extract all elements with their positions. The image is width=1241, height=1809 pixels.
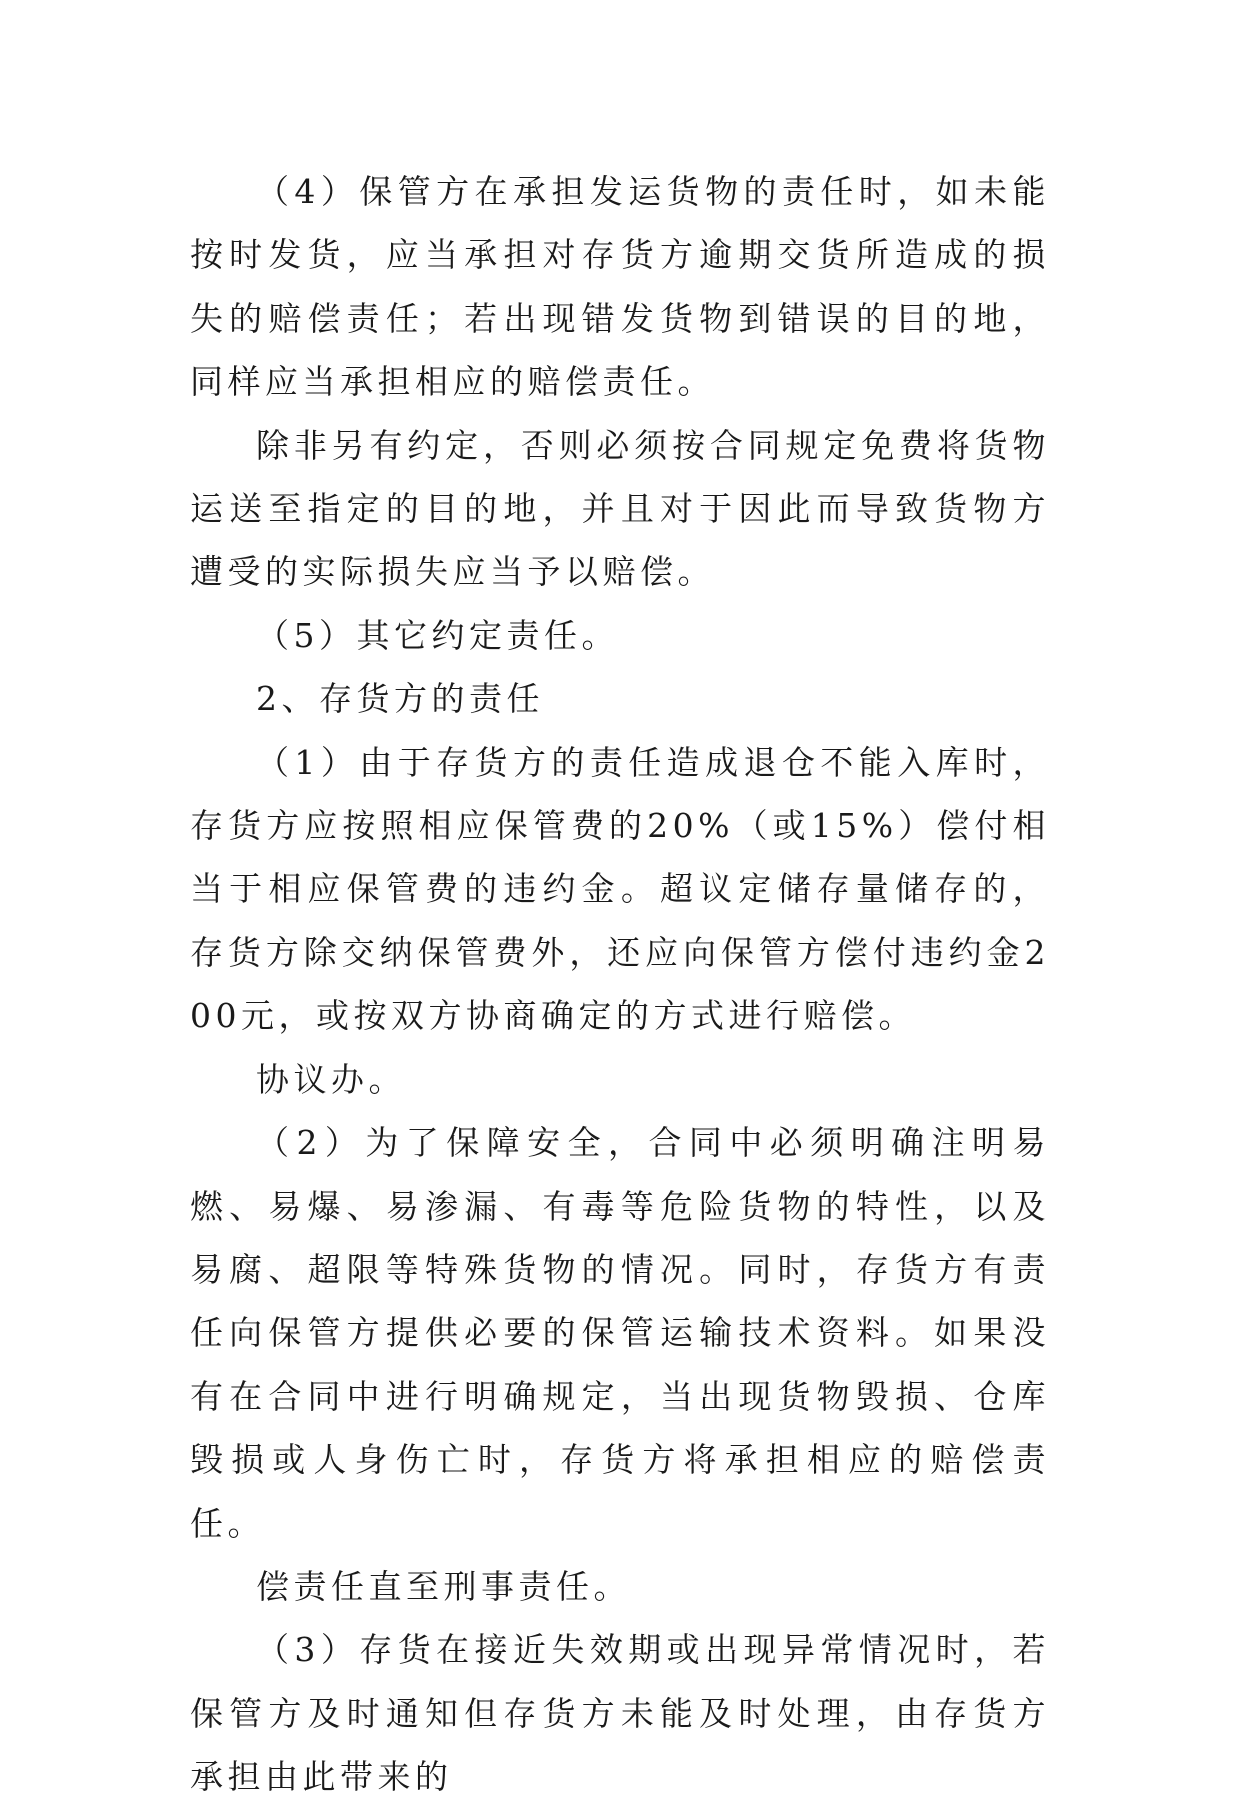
section-heading-depositor-duties: 2、存货方的责任 — [256, 679, 544, 719]
paragraph-free-delivery: 除非另有约定，否则必须按合同规定免费将货物运送至指定的目的地，并且对于因此而导致货物方遭受的实际损失应当予以赔偿。 — [190, 425, 1050, 592]
paragraph-depositor-duty-2: （2）为了保障安全，合同中必须明确注明易燃、易爆、易渗漏、有毒等危险货物的特性，以及易腐、超限等特殊货物的情况。同时，存货方有责任向保管方提供必要的保管运输技术资料。如果没有在合同中进行明确规定，当出现货物毁损、仓库毁损或人身伤亡时，存货方将承担相应的赔偿责任。 — [190, 1123, 1050, 1543]
paragraph-agreement-fragment: 协议办。 — [256, 1059, 406, 1099]
document-body — [190, 160, 1050, 1809]
paragraph-depositor-duty-3: （3）存货在接近失效期或出现异常情况时，若保管方及时通知但存货方未能及时处理，由存货方承担由此带来的 — [190, 1630, 1050, 1797]
paragraph-custodian-duty-4: （4）保管方在承担发运货物的责任时，如未能按时发货，应当承担对存货方逾期交货所造成的损失的赔偿责任；若出现错发货物到错误的目的地，同样应当承担相应的赔偿责任。 — [190, 172, 1050, 402]
paragraph-depositor-duty-1: （1）由于存货方的责任造成退仓不能入库时，存货方应按照相应保管费的20%（或15%）偿付相当于相应保管费的违约金。超议定储存量储存的，存货方除交纳保管费外，还应向保管方偿付违约金200元，或按双方协商确定的方式进行赔偿。 — [190, 742, 1050, 1036]
paragraph-custodian-duty-5: （5）其它约定责任。 — [256, 615, 619, 655]
paragraph-liability-fragment: 偿责任直至刑事责任。 — [256, 1566, 631, 1606]
